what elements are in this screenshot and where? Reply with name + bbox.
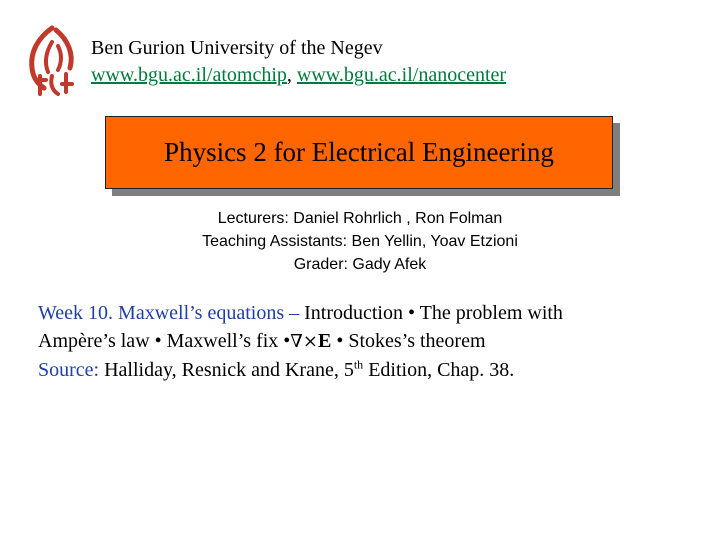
staff-block (0, 207, 720, 276)
topic-ampere: Ampère’s law • Maxwell’s fix • (38, 330, 291, 352)
assistants-line: Teaching Assistants: Ben Yellin, Yoav Etzioni (202, 233, 518, 250)
source-end: Edition, Chap. 38. (368, 359, 515, 381)
header-links (91, 63, 506, 88)
bgu-logo-icon (22, 24, 84, 100)
page-title: Physics 2 for Electrical Engineering (164, 137, 554, 167)
source-label: Source: (38, 359, 100, 381)
nabla-symbol: ∇ (290, 331, 303, 352)
university-name: Ben Gurion University of the Negev (91, 37, 383, 59)
lecturers-line: Lecturers: Daniel Rohrlich , Ron Folman (217, 210, 503, 227)
content-line-3 (38, 356, 710, 384)
lecture-content (38, 299, 710, 384)
atomchip-link[interactable]: www.bgu.ac.il/atomchip (91, 64, 287, 86)
e-field-symbol: E (317, 330, 332, 352)
content-line-2 (38, 327, 710, 356)
link-separator: , (286, 64, 292, 86)
title-box (105, 116, 613, 189)
topic-intro: Introduction • The problem with (304, 302, 563, 324)
grader-line: Grader: Gady Afek (293, 256, 427, 273)
topic-stokes: • Stokes’s theorem (336, 330, 486, 352)
nanocenter-link[interactable]: www.bgu.ac.il/nanocenter (296, 64, 507, 86)
week-label: Week 10. Maxwell’s equations – (38, 302, 300, 324)
cross-symbol: × (302, 331, 318, 352)
content-line-1 (38, 299, 710, 327)
source-text: Halliday, Resnick and Krane, 5 (104, 359, 354, 381)
source-superscript: th (353, 357, 364, 372)
